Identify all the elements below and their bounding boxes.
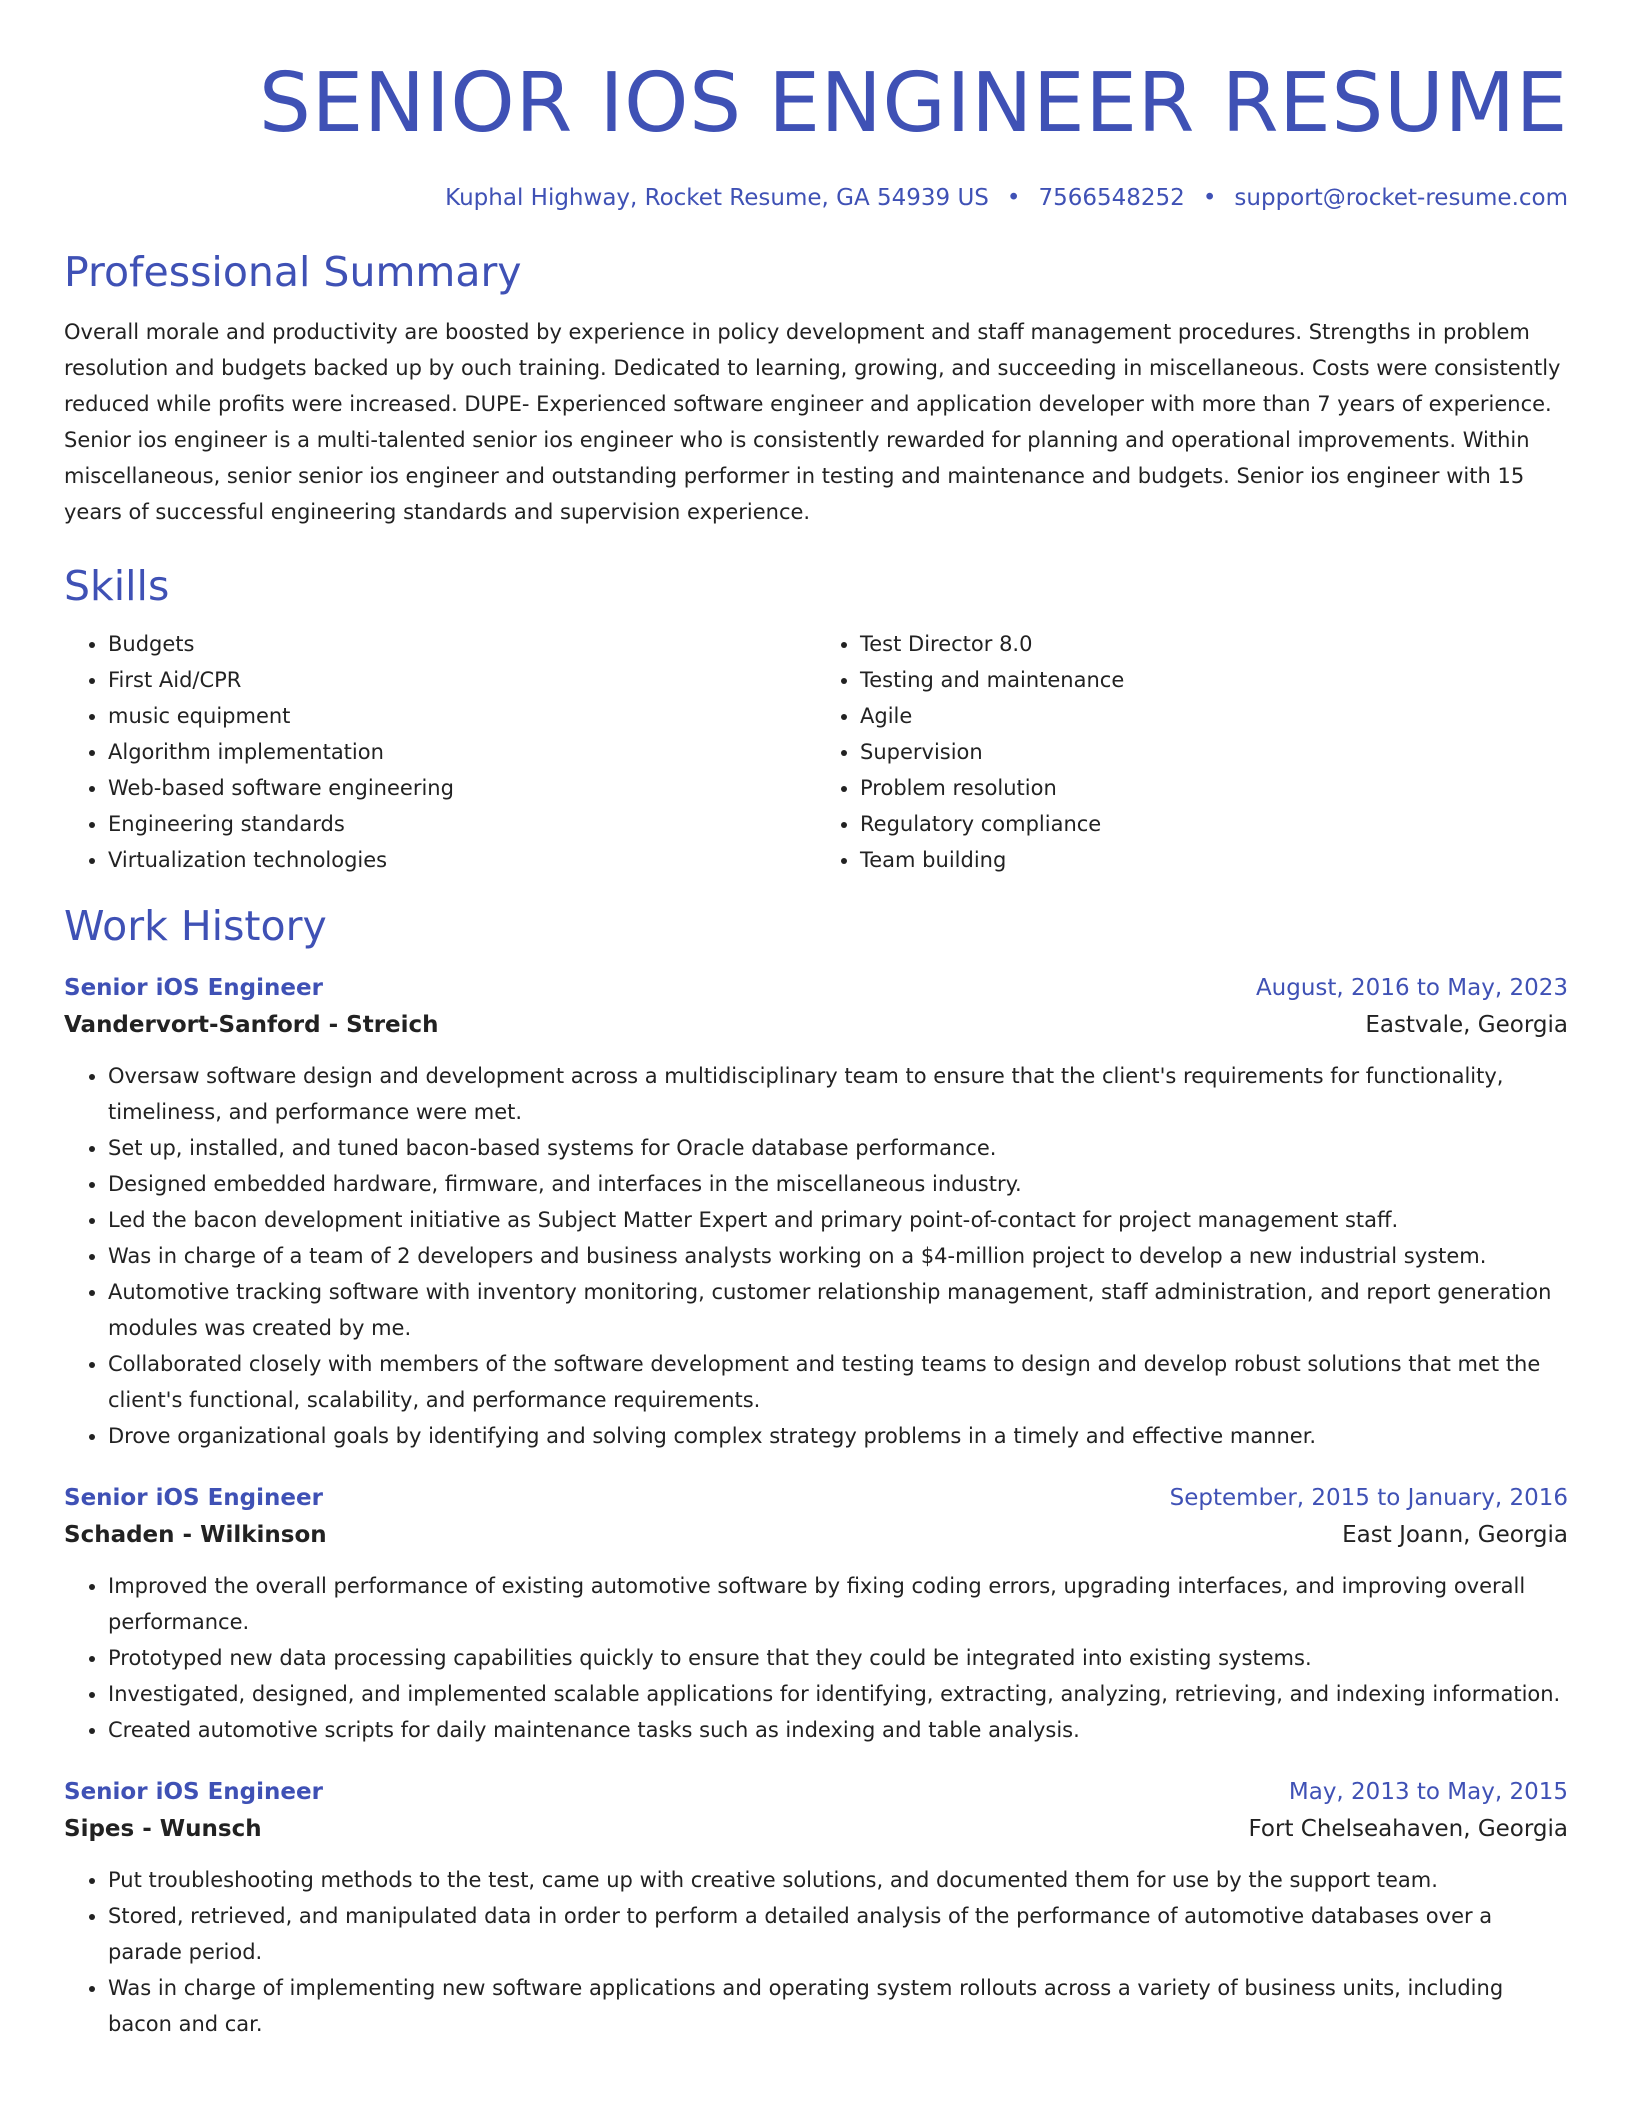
skill-item: • Budgets: [108, 626, 816, 662]
job-bullet: • Collaborated closely with members of the software development and testing teams to design and develop robust solutions that met the client's functional, scalability, and performance requirements.: [108, 1346, 1568, 1418]
job-bullet: • Oversaw software design and development across a multidisciplinary team to ensure that the client's requirements for functionality, timeliness, and performance were met.: [108, 1058, 1568, 1130]
job-location: East Joann, Georgia: [1342, 1522, 1568, 1548]
resume-title: SENIOR IOS ENGINEER RESUME: [258, 56, 1568, 151]
job-title: Senior iOS Engineer: [64, 975, 323, 1001]
job-dates: September, 2015 to January, 2016: [1169, 1485, 1568, 1511]
contact-phone: 7566548252: [1038, 185, 1185, 211]
skill-item: • Web-based software engineering: [108, 770, 816, 806]
job-header-row: [64, 970, 1568, 1006]
contact-separator: •: [1202, 185, 1217, 211]
job-bullet: • Put troubleshooting methods to the test, came up with creative solutions, and documented them for use by the support team.: [108, 1862, 1568, 1898]
job-entry: [64, 1480, 1568, 1748]
job-bullet: • Investigated, designed, and implemented scalable applications for identifying, extracting, analyzing, retrieving, and indexing information.: [108, 1676, 1568, 1712]
job-bullet: • Was in charge of implementing new software applications and operating system rollouts across a variety of business units, including bacon and car.: [108, 1970, 1568, 2042]
job-header-row: [64, 1480, 1568, 1516]
job-entry: [64, 970, 1568, 1454]
job-bullet: • Created automotive scripts for daily maintenance tasks such as indexing and table analysis.: [108, 1712, 1568, 1748]
contact-line: [64, 182, 1568, 214]
skill-item: • music equipment: [108, 698, 816, 734]
job-title: Senior iOS Engineer: [64, 1485, 323, 1511]
skill-item: • Team building: [860, 842, 1568, 878]
job-company: Schaden - Wilkinson: [64, 1522, 327, 1548]
skills-heading: Skills: [64, 562, 170, 610]
job-company: Vandervort-Sanford - Streich: [64, 1012, 439, 1038]
job-bullets: [64, 1058, 1568, 1454]
skill-item: • Supervision: [860, 734, 1568, 770]
summary-heading: Professional Summary: [64, 248, 522, 296]
skill-item: • Regulatory compliance: [860, 806, 1568, 842]
job-bullet: • Improved the overall performance of existing automotive software by fixing coding errors, upgrading interfaces, and improving overall performance.: [108, 1568, 1568, 1640]
job-bullet: • Automotive tracking software with inventory monitoring, customer relationship management, staff administration, and report generation modules was created by me.: [108, 1274, 1568, 1346]
skills-list-right: [816, 626, 1568, 878]
skill-item: • First Aid/CPR: [108, 662, 816, 698]
job-company-row: [64, 1516, 1568, 1554]
job-bullet: • Set up, installed, and tuned bacon-based systems for Oracle database performance.: [108, 1130, 1568, 1166]
job-bullet: • Stored, retrieved, and manipulated data in order to perform a detailed analysis of the performance of automotive databases over a parade period.: [108, 1898, 1568, 1970]
skills-grid: [64, 626, 1568, 878]
skill-item: • Problem resolution: [860, 770, 1568, 806]
job-location: Eastvale, Georgia: [1365, 1012, 1568, 1038]
job-bullets: [64, 1568, 1568, 1748]
job-dates: May, 2013 to May, 2015: [1288, 1779, 1568, 1805]
contact-separator: •: [1006, 185, 1021, 211]
job-title: Senior iOS Engineer: [64, 1779, 323, 1805]
job-bullet: • Led the bacon development initiative as Subject Matter Expert and primary point-of-contact for project management staff.: [108, 1202, 1568, 1238]
job-bullet: • Was in charge of a team of 2 developers and business analysts working on a $4-million project to develop a new industrial system.: [108, 1238, 1568, 1274]
skill-item: • Algorithm implementation: [108, 734, 816, 770]
summary-text: Overall morale and productivity are boosted by experience in policy development and staff management procedures. Strengths in problem resolution and budgets backed up by ouch training. Dedicated to learning, growing, and succeeding in miscellaneous. Costs were consistently reduced while profits were increased. DUPE- Experienced software engineer and application developer with more than 7 years of experience. Senior ios engineer is a multi-talented senior ios engineer who is consistently rewarded for planning and operational improvements. Within miscellaneous, senior senior ios engineer and outstanding performer in testing and maintenance and budgets. Senior ios engineer with 15 years of successful engineering standards and supervision experience.: [64, 320, 1561, 524]
job-company: Sipes - Wunsch: [64, 1816, 262, 1842]
skills-list-left: [64, 626, 816, 878]
job-bullet: • Drove organizational goals by identifying and solving complex strategy problems in a timely and effective manner.: [108, 1418, 1568, 1454]
job-entry: [64, 1774, 1568, 2042]
skill-item: • Virtualization technologies: [108, 842, 816, 878]
skill-item: • Agile: [860, 698, 1568, 734]
job-location: Fort Chelseahaven, Georgia: [1248, 1816, 1568, 1842]
contact-address: Kuphal Highway, Rocket Resume, GA 54939 US: [445, 185, 989, 211]
job-bullet: • Prototyped new data processing capabilities quickly to ensure that they could be integrated into existing systems.: [108, 1640, 1568, 1676]
job-bullet: • Designed embedded hardware, firmware, and interfaces in the miscellaneous industry.: [108, 1166, 1568, 1202]
skill-item: • Testing and maintenance: [860, 662, 1568, 698]
job-dates: August, 2016 to May, 2023: [1255, 975, 1568, 1001]
skill-item: • Test Director 8.0: [860, 626, 1568, 662]
job-header-row: [64, 1774, 1568, 1810]
job-company-row: [64, 1006, 1568, 1044]
work-history-heading: Work History: [64, 902, 327, 950]
contact-email: support@rocket-resume.com: [1234, 185, 1568, 211]
job-bullets: [64, 1862, 1568, 2042]
job-company-row: [64, 1810, 1568, 1848]
skill-item: • Engineering standards: [108, 806, 816, 842]
